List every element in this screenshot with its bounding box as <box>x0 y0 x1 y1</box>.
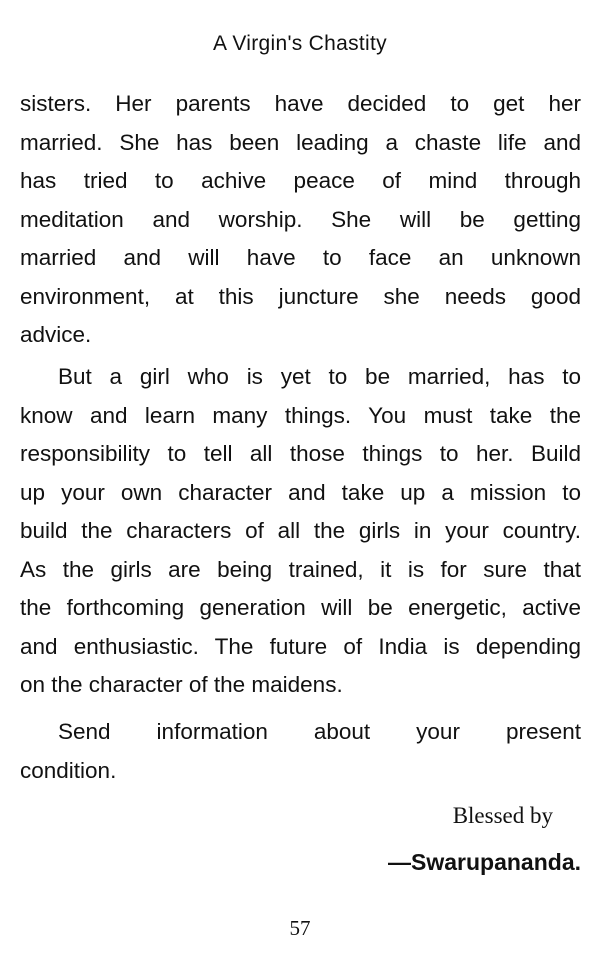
text-line: condition. <box>20 757 117 783</box>
text-line: married. She has been leading a chaste life and <box>20 129 581 155</box>
text-line: married and will have to face an unknown <box>20 245 581 270</box>
text-line: build the characters of all the girls in your country. <box>20 518 581 543</box>
running-head: A Virgin's Chastity <box>213 32 387 55</box>
paragraph-2 <box>20 358 581 705</box>
text-line: and enthusiastic. The future of India is depending <box>20 633 581 659</box>
text-line: know and learn many things. You must take the <box>20 402 581 428</box>
text-line: up your own character and take up a mission to <box>20 479 581 505</box>
text-line: has tried to achive peace of mind through <box>20 168 581 193</box>
text-line: environment, at this juncture she needs good <box>20 283 581 309</box>
text-line: Send information about your present <box>58 719 581 744</box>
blessed-by-text: Blessed by <box>452 803 553 828</box>
text-line: advice. <box>20 322 92 347</box>
text-line: sisters. Her parents have decided to get her <box>20 91 581 116</box>
text-line: meditation and worship. She will be getting <box>20 206 581 232</box>
closing-block <box>388 797 581 879</box>
text-line: responsibility to tell all those things to her. Build <box>20 441 581 466</box>
text-line: the forthcoming generation will be energetic, active <box>20 595 581 620</box>
paragraph-1 <box>20 85 581 355</box>
text-line: But a girl who is yet to be married, has to <box>58 364 581 389</box>
text-line: As the girls are being trained, it is for sure that <box>20 556 581 582</box>
paragraph-3 <box>20 713 581 790</box>
page-number: 57 <box>289 916 311 940</box>
text-line: on the character of the maidens. <box>20 672 343 697</box>
signature: —Swarupananda. <box>388 849 581 875</box>
